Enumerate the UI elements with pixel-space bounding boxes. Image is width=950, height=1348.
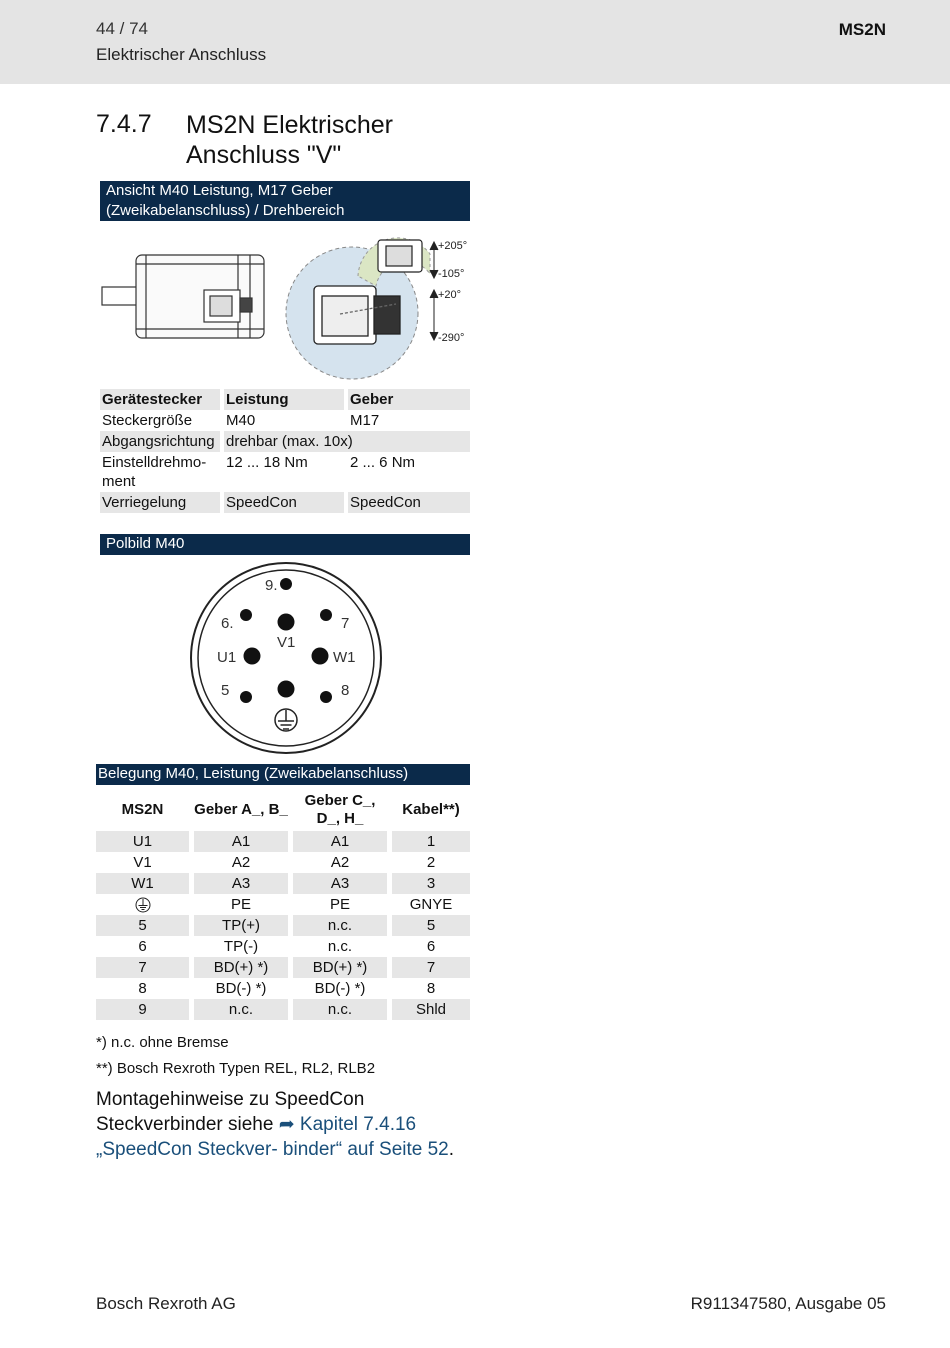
table-cell: A1 (291, 831, 390, 852)
chapter-title: Elektrischer Anschluss (96, 45, 267, 64)
table-cell: Leistung (224, 389, 348, 410)
column-header: Geber A_, B_ (192, 790, 291, 831)
table-cell: 9 (96, 999, 192, 1020)
table-cell: 7 (96, 957, 192, 978)
table-cell: PE (291, 894, 390, 915)
ground-icon (135, 897, 151, 913)
table-cell: Steckergröße (100, 410, 224, 431)
view-caption-bar: Ansicht M40 Leistung, M17 Geber (Zweikabelanschluss) / Drehbereich (100, 181, 470, 221)
table-cell: Shld (390, 999, 471, 1020)
mounting-end: . (448, 1139, 455, 1160)
table-cell: Geber (348, 389, 470, 410)
pinout-diagram (186, 558, 386, 758)
table-cell: 8 (96, 978, 192, 999)
footnote-2: **) Bosch Rexroth Typen REL, RL2, RLB2 (96, 1060, 376, 1077)
table-row (96, 894, 470, 915)
table-row (100, 492, 470, 513)
table-cell: A3 (291, 873, 390, 894)
pin-label-8: 8 (341, 682, 350, 699)
footnote-1: *) n.c. ohne Bremse (96, 1034, 229, 1051)
table-cell: BD(-) *) (291, 978, 390, 999)
table-row (96, 873, 470, 894)
table-row (100, 452, 470, 492)
table-cell: n.c. (192, 999, 291, 1020)
pin-label-6: 6. (221, 615, 234, 632)
section-number: 7.4.7 (96, 110, 152, 138)
page-number: 44 / 74 (96, 19, 148, 38)
table-cell: PE (192, 894, 291, 915)
pin-label-u1: U1 (217, 649, 237, 666)
table-cell: TP(-) (192, 936, 291, 957)
connector-spec-table (100, 389, 470, 513)
angle-label-minus105: -105° (438, 268, 465, 280)
table-cell: n.c. (291, 999, 390, 1020)
table-row (96, 978, 470, 999)
table-row (100, 410, 470, 431)
table-cell: 2 (426, 854, 436, 871)
table-cell: U1 (96, 831, 192, 852)
motor-side-view (102, 255, 264, 338)
table-cell: GNYE (409, 896, 453, 913)
table-cell: BD(-) *) (192, 978, 291, 999)
link-arrow-icon: ➦ (278, 1114, 295, 1135)
pin-label-5: 5 (221, 682, 230, 699)
table-row (96, 831, 470, 852)
table-cell: 12 ... 18 Nm (224, 452, 348, 492)
table-row (96, 915, 470, 936)
table-cell: V1 (96, 852, 192, 873)
table-header-row (96, 790, 470, 831)
table-cell: 7 (390, 957, 471, 978)
table-cell: Gerätestecker (100, 389, 224, 410)
table-cell: n.c. (291, 915, 390, 936)
pinout-caption-bar: Polbild M40 (100, 534, 470, 555)
table-row (100, 431, 470, 452)
table-row (96, 852, 470, 873)
column-header: Kabel**) (402, 801, 460, 818)
pin-assignment-table (96, 790, 470, 1020)
table-cell: SpeedCon (224, 492, 348, 513)
angle-arrows (430, 242, 438, 340)
page-header (0, 0, 950, 84)
pin-label-9: 9. (265, 577, 278, 594)
table-cell: 8 (426, 980, 436, 997)
section-title: MS2N Elektrischer Anschluss "V" (186, 111, 393, 169)
product-name: MS2N (838, 20, 886, 39)
table-cell: M17 (350, 412, 380, 429)
column-header: Geber C_, D_, H_ (291, 790, 390, 831)
table-cell: 2 ... 6 Nm (350, 454, 416, 471)
table-cell: Abgangsrichtung (100, 431, 224, 452)
footer-doc-number: R911347580, Ausgabe 05 (690, 1294, 886, 1313)
table-cell: 3 (390, 873, 471, 894)
column-header: MS2N (96, 790, 192, 831)
motor-connector-drawing (100, 224, 472, 384)
table-cell: TP(+) (192, 915, 291, 936)
footer-company: Bosch Rexroth AG (96, 1294, 236, 1313)
table-row (96, 957, 470, 978)
pin-label-w1: W1 (333, 649, 356, 666)
table-cell: drehbar (max. 10x) (224, 431, 470, 452)
chapter-link[interactable]: Kapitel 7.4.16 „SpeedCon Steckver- binder“ auf Seite 52 (96, 1114, 449, 1160)
mounting-note (96, 1087, 476, 1162)
table-cell: W1 (96, 873, 192, 894)
table-cell: Einstelldrehmo- ment (100, 452, 224, 492)
table-cell: 5 (96, 915, 192, 936)
table-cell (96, 894, 192, 915)
table-cell: A3 (192, 873, 291, 894)
table-cell: BD(+) *) (291, 957, 390, 978)
table-cell: n.c. (291, 936, 390, 957)
mounting-text: Montagehinweise zu SpeedCon Steckverbinder siehe (96, 1089, 365, 1135)
table-cell: BD(+) *) (192, 957, 291, 978)
pin-label-v1: V1 (277, 634, 296, 651)
table-cell: M40 (224, 410, 348, 431)
table-cell: A1 (192, 831, 291, 852)
pin-label-7: 7 (341, 615, 350, 632)
angle-label-plus205: +205° (438, 240, 468, 252)
angle-label-plus20: +20° (438, 289, 462, 301)
table-row (96, 999, 470, 1020)
table-row (96, 936, 470, 957)
table-cell: 5 (390, 915, 471, 936)
table-cell: 1 (390, 831, 471, 852)
table-cell: 6 (96, 936, 192, 957)
table-header-row (100, 389, 470, 410)
table-cell: A2 (192, 852, 291, 873)
table-cell: SpeedCon (348, 492, 470, 513)
encoder-connector (378, 240, 422, 272)
table-cell: A2 (291, 852, 390, 873)
angle-label-minus290: -290° (438, 332, 465, 344)
table-cell: Verriegelung (100, 492, 224, 513)
table-cell: 6 (426, 938, 436, 955)
assignment-caption-bar: Belegung M40, Leistung (Zweikabelanschluss) (96, 764, 470, 785)
